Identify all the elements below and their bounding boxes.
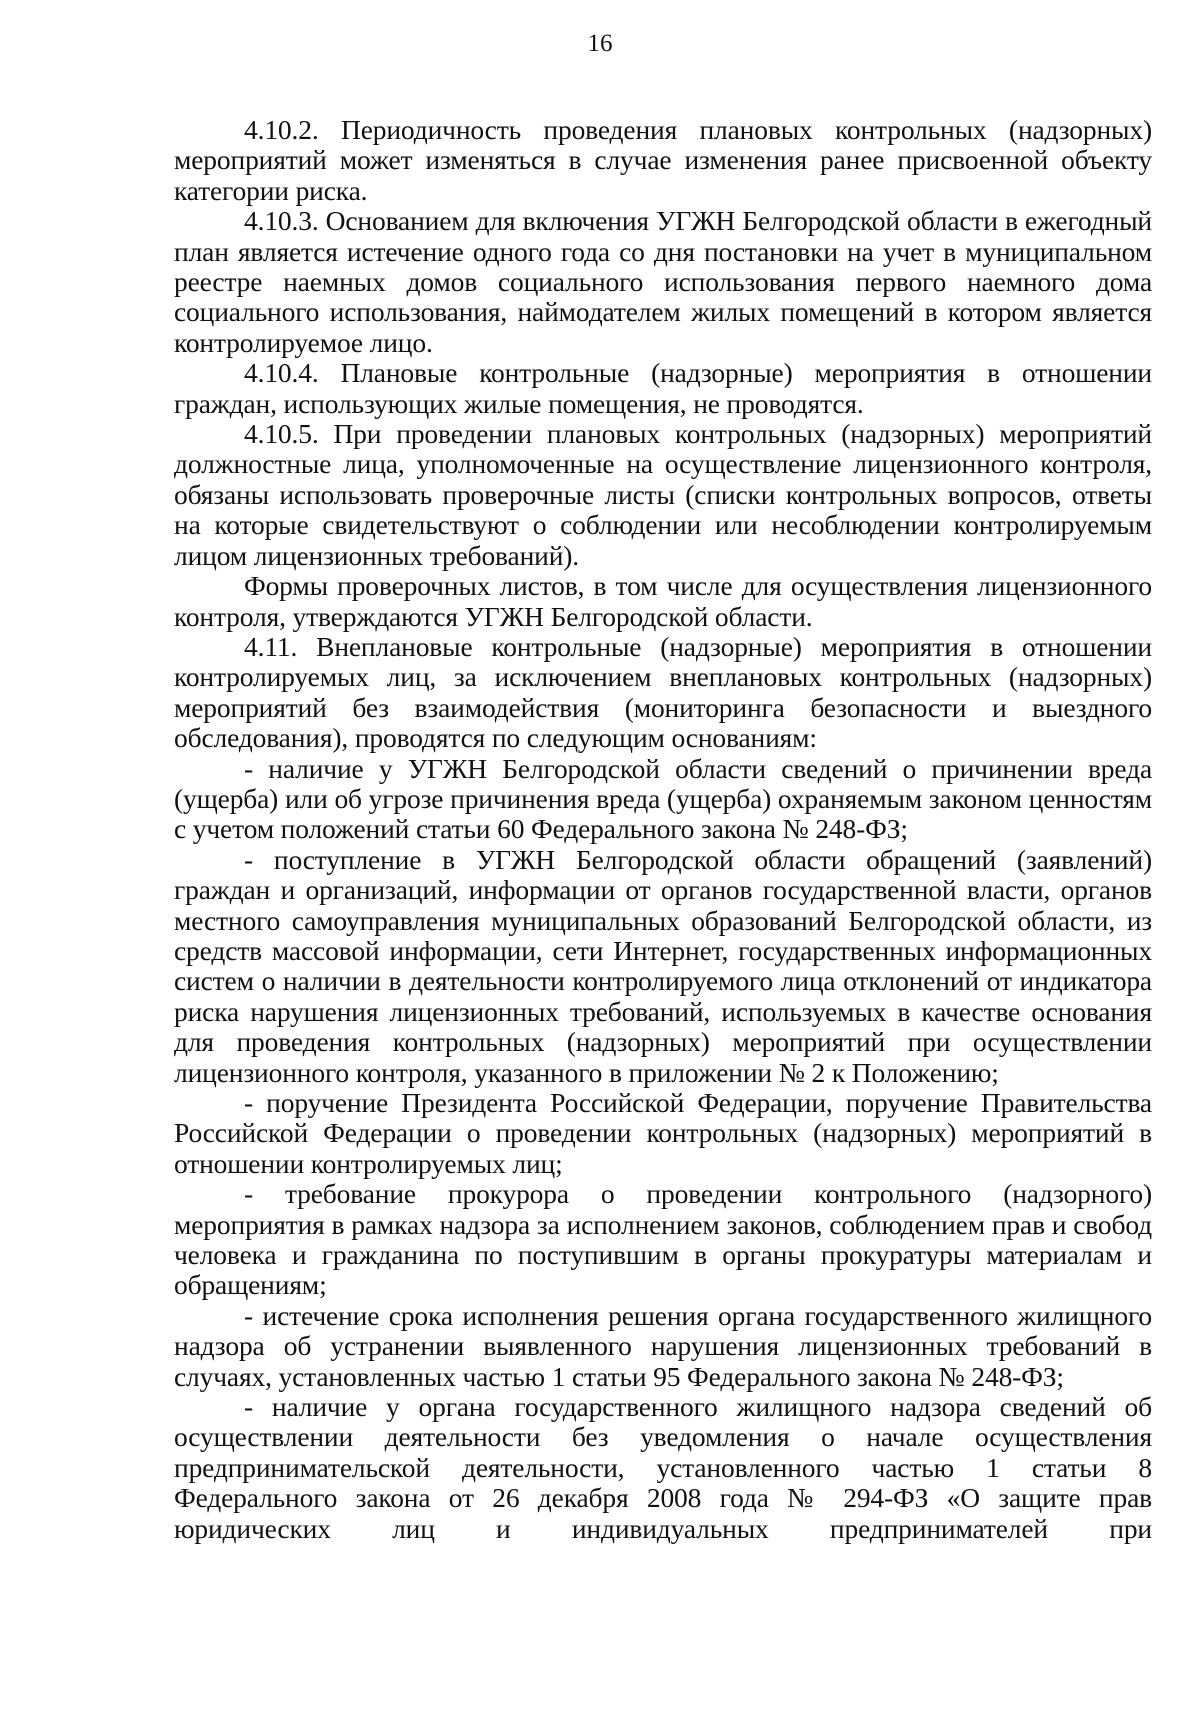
list-item-no-notification: - наличие у органа государственного жилищного надзора сведений об осуществлении деятельности без уведомления о начале осуществления предпринимательской деятельности, установленного частью 1 статьи 8 Федерального закона от 26 декабря 2008 года № 294-ФЗ «О защите прав юридических лиц и индивидуальных предпринимателей при [174, 1391, 1152, 1544]
paragraph-4-10-5: 4.10.5. При проведении плановых контрольных (надзорных) мероприятий должностные лица, уполномоченные на осуществление лицензионного контроля, обязаны использовать проверочные листы (списки контрольных вопросов, ответы на которые свидетельствуют о соблюдении или несоблюдении контролируемым лицом лицензионных требований). [174, 418, 1152, 571]
paragraph-4-10-3: 4.10.3. Основанием для включения УГЖН Белгородской области в ежегодный план является истечение одного года со дня постановки на учет в муниципальном реестре наемных домов социального использования первого наемного дома социального использования, наймодателем жилых помещений в котором является контролируемое лицо. [174, 205, 1152, 358]
list-item-president-instruction: - поручение Президента Российской Федерации, поручение Правительства Российской Федерации о проведении контрольных (надзорных) мероприятий в отношении контролируемых лиц; [174, 1087, 1152, 1179]
paragraph-checklist-forms: Формы проверочных листов, в том числе для осуществления лицензионного контроля, утверждаются УГЖН Белгородской области. [174, 570, 1152, 632]
list-item-deadline-expiry: - истечение срока исполнения решения органа государственного жилищного надзора об устранении выявленного нарушения лицензионных требований в случаях, установленных частью 1 статьи 95 Федерального закона № 248-ФЗ; [174, 1299, 1152, 1392]
list-item-harm-information: - наличие у УГЖН Белгородской области сведений о причинении вреда (ущерба) или об угрозе причинения вреда (ущерба) охраняемым законом ценностям с учетом положений статьи 60 Федерального закона № 248-ФЗ; [174, 752, 1152, 845]
document-body [174, 115, 1152, 1544]
paragraph-4-11: 4.11. Внеплановые контрольные (надзорные) мероприятия в отношении контролируемых лиц, за исключением внеплановых контрольных (надзорных) мероприятий без взаимодействия (мониторинга безопасности и выездного обследования), проводятся по следующим основаниям: [174, 630, 1152, 754]
page-number: 16 [587, 30, 613, 57]
list-item-prosecutor-demand: - требование прокурора о проведении контрольного (надзорного) мероприятия в рамках надзора за исполнением законов, соблюдением прав и свобод человека и гражданина по поступившим в органы прокуратуры материалам и обращениям; [174, 1178, 1152, 1301]
paragraph-4-10-4: 4.10.4. Плановые контрольные (надзорные) мероприятия в отношении граждан, использующих жилые помещения, не проводятся. [174, 357, 1152, 419]
paragraph-4-10-2: 4.10.2. Периодичность проведения плановых контрольных (надзорных) мероприятий может изменяться в случае изменения ранее присвоенной объекту категории риска. [174, 114, 1152, 206]
list-item-appeals-received: - поступление в УГЖН Белгородской области обращений (заявлений) граждан и организаций, информации от органов государственной власти, органов местного самоуправления муниципальных образований Белгородской области, из средств массовой информации, сети Интернет, государственных информационных систем о наличии в деятельности контролируемого лица отклонений от индикатора риска нарушения лицензионных требований, используемых в качестве основания для проведения контрольных (надзорных) мероприятий при осуществлении лицензионного контроля, указанного в приложении № 2 к Положению; [174, 843, 1152, 1088]
